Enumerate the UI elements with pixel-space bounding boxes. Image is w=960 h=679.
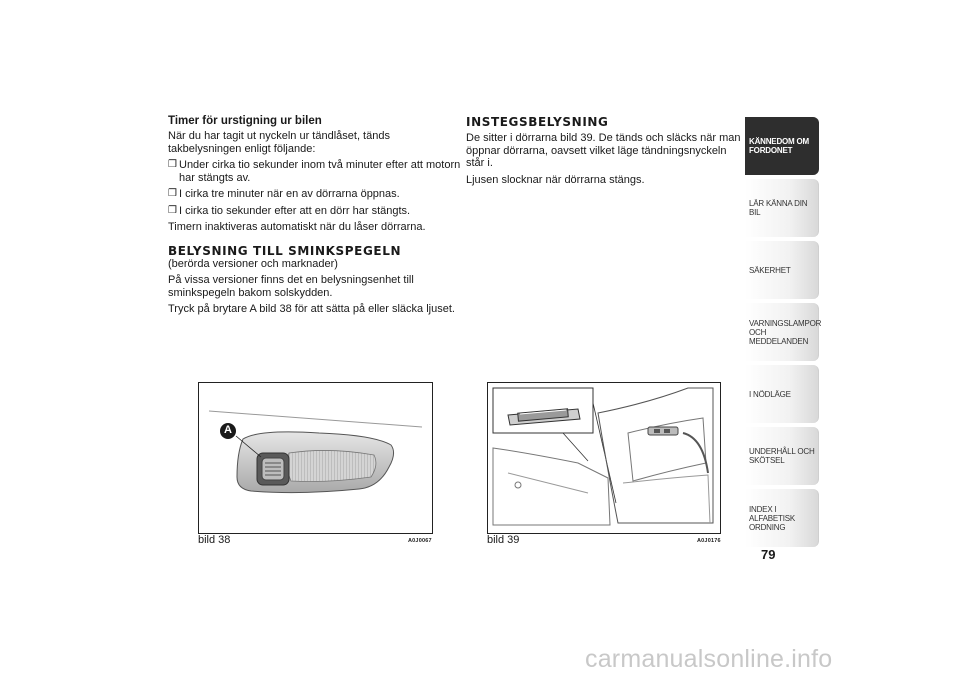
right-column <box>466 115 741 190</box>
list-item: ❒ I cirka tio sekunder efter att en dörr har stängts. <box>168 204 411 217</box>
figure-38 <box>198 382 433 534</box>
page-number: 79 <box>761 547 776 562</box>
figure-38-caption: bild 38 <box>198 534 231 546</box>
tab-index[interactable]: INDEX I ALFABETISK ORDNING <box>745 489 819 547</box>
figure-38-code: A0J0067 <box>408 538 432 544</box>
door-entry-light-illustration <box>488 383 720 533</box>
heading-mirror-light: BELYSNING TILL SMINKSPEGELN <box>168 243 402 258</box>
marker-a-label: A <box>224 424 232 436</box>
tab-varningslampor[interactable]: VARNINGSLAMPOR OCH MEDDELANDEN <box>745 303 819 361</box>
tab-lar-kanna[interactable]: LÄR KÄNNA DIN BIL <box>745 179 819 237</box>
checkbox-bullet-icon: ❒ <box>168 204 177 216</box>
vanity-mirror-illustration <box>199 383 432 533</box>
figure-39-caption: bild 39 <box>487 534 520 546</box>
entry-paragraph-1: De sitter i dörrarna bild 39. De tänds och släcks när man öppnar dörrarna, oavsett vilket läge tändningsnyckeln står i. <box>466 132 741 169</box>
watermark: carmanualsonline.info <box>585 645 833 673</box>
left-column <box>168 115 463 320</box>
timer-note: Timern inaktiveras automatiskt när du låser dörrarna. <box>168 221 426 233</box>
mirror-paragraph-1: På vissa versioner finns det en belysningsenhet till sminkspegeln bakom solskydden. <box>168 274 414 299</box>
list-item: ❒ I cirka tre minuter när en av dörrarna öppnas. <box>168 188 400 200</box>
heading-entry-light: INSTEGSBELYSNING <box>466 115 609 129</box>
list-item: ❒ Under cirka tio sekunder inom två minuter efter att motorn har stängts av. <box>168 159 461 184</box>
tab-underhall[interactable]: UNDERHÅLL OCH SKÖTSEL <box>745 427 819 485</box>
checkbox-bullet-icon: ❒ <box>168 159 177 170</box>
timer-intro: När du har tagit ut nyckeln ur tändlåset, tänds takbelysningen enligt följande: <box>168 130 390 155</box>
figure-39 <box>487 382 721 534</box>
tab-sakerhet[interactable]: SÄKERHET <box>745 241 819 299</box>
entry-paragraph-2: Ljusen slocknar när dörrarna stängs. <box>466 173 645 186</box>
mirror-subtitle: (berörda versioner och marknader) <box>168 257 338 270</box>
heading-timer: Timer för urstigning ur bilen <box>168 115 322 127</box>
tab-nodlage[interactable]: I NÖDLÄGE <box>745 365 819 423</box>
chapter-tabs <box>745 117 822 551</box>
tab-kannedom[interactable]: KÄNNEDOM OM FORDONET <box>745 117 819 175</box>
figure-39-code: A0J0176 <box>697 538 721 544</box>
mirror-paragraph-2: Tryck på brytare A bild 38 för att sätta på eller släcka ljuset. <box>168 303 455 315</box>
checkbox-bullet-icon: ❒ <box>168 188 177 199</box>
